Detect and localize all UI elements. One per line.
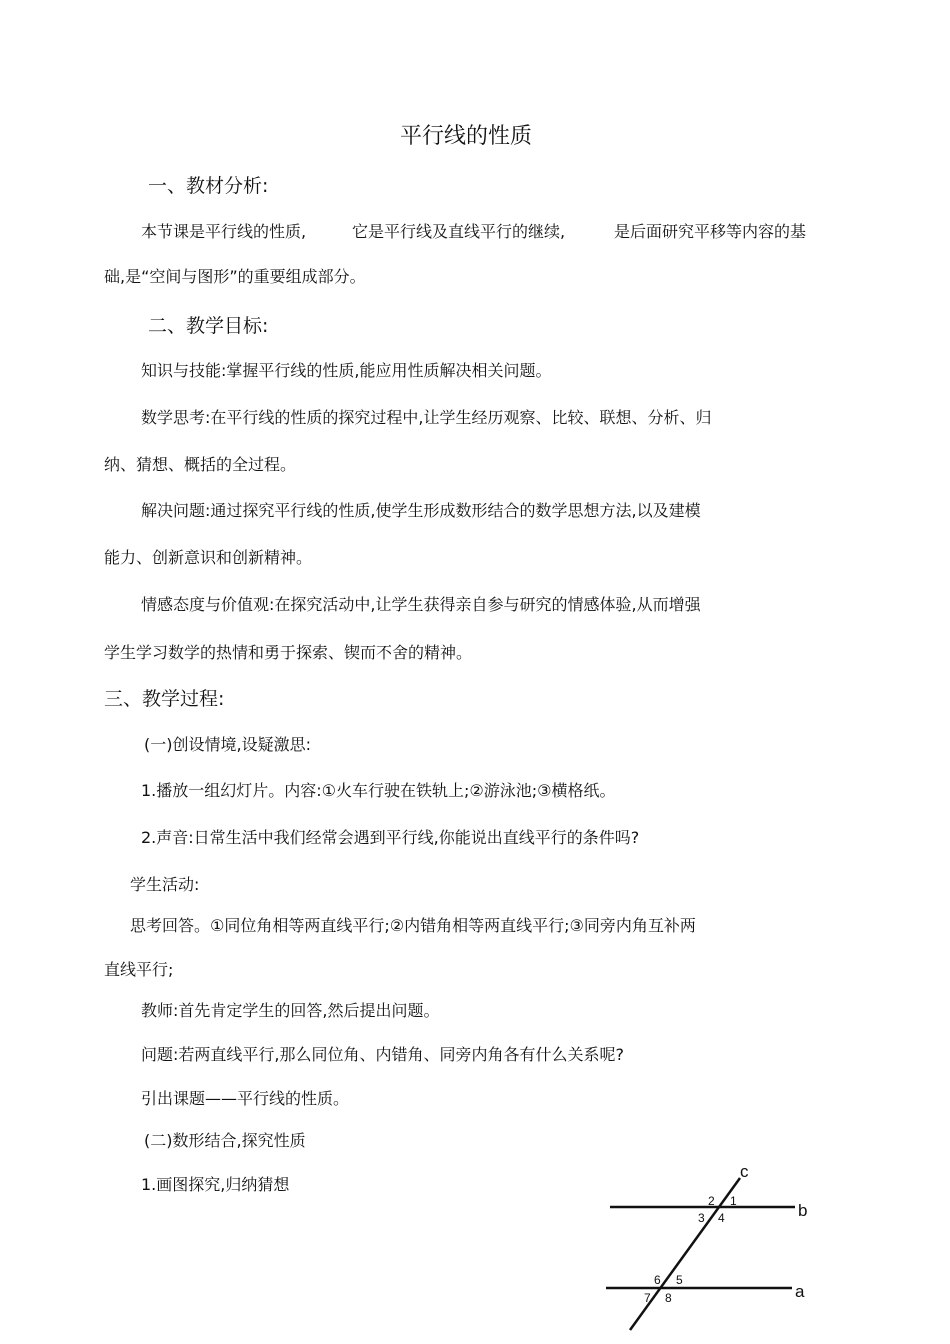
paragraph-continuation: 纳、猜想、概括的全过程。 [104, 455, 297, 474]
angle-label-5: 5 [676, 1273, 683, 1287]
list-item: 1.画图探究,归纳猜想 [141, 1175, 290, 1194]
list-item: 2.声音:日常生活中我们经常会遇到平行线,你能说出直线平行的条件吗? [141, 828, 640, 847]
paragraph-seg: 是后面研究平移等内容的基 [614, 222, 807, 241]
paragraph: 情感态度与价值观:在探究活动中,让学生获得亲自参与研究的情感体验,从而增强 [141, 595, 701, 614]
parallel-lines-figure [600, 1160, 830, 1340]
subheading: (二)数形结合,探究性质 [144, 1131, 306, 1150]
paragraph: 解决问题:通过探究平行线的性质,使学生形成数形结合的数学思想方法,以及建模 [141, 501, 701, 520]
angle-label-8: 8 [665, 1291, 672, 1305]
paragraph: 数学思考:在平行线的性质的探究过程中,让学生经历观察、比较、联想、分析、归 [141, 408, 712, 427]
label-a: a [795, 1282, 805, 1301]
page-title: 平行线的性质 [400, 124, 533, 149]
paragraph-continuation: 直线平行; [104, 960, 174, 979]
section-heading-process: 三、教学过程: [104, 688, 225, 710]
angle-label-2: 2 [708, 1194, 715, 1208]
paragraph: 引出课题——平行线的性质。 [141, 1089, 350, 1108]
line-c [630, 1178, 740, 1330]
subheading: (一)创设情境,设疑激思: [144, 735, 311, 754]
section-heading-analysis: 一、教材分析: [148, 175, 269, 197]
angle-label-7: 7 [644, 1291, 651, 1305]
paragraph: 知识与技能:掌握平行线的性质,能应用性质解决相关问题。 [141, 361, 552, 380]
paragraph-continuation: 础,是“空间与图形”的重要组成部分。 [104, 267, 366, 286]
angle-label-3: 3 [698, 1211, 705, 1225]
angle-label-4: 4 [718, 1211, 725, 1225]
paragraph-seg: 它是平行线及直线平行的继续, [352, 222, 566, 241]
angle-label-1: 1 [730, 1194, 737, 1208]
paragraph: 思考回答。①同位角相等两直线平行;②内错角相等两直线平行;③同旁内角互补两 [130, 916, 696, 935]
label-b: b [798, 1201, 808, 1220]
paragraph: 学生活动: [130, 875, 200, 894]
paragraph-continuation: 学生学习数学的热情和勇于探索、锲而不舍的精神。 [104, 643, 473, 662]
paragraph-seg: 本节课是平行线的性质, [141, 222, 307, 241]
list-item: 1.播放一组幻灯片。内容:①火车行驶在铁轨上;②游泳池;③横格纸。 [141, 781, 616, 800]
section-heading-goals: 二、教学目标: [148, 315, 269, 337]
label-c: c [740, 1162, 749, 1181]
angle-label-6: 6 [654, 1273, 661, 1287]
paragraph-continuation: 能力、创新意识和创新精神。 [104, 548, 313, 567]
paragraph: 问题:若两直线平行,那么同位角、内错角、同旁内角各有什么关系呢? [141, 1045, 624, 1064]
paragraph: 教师:首先肯定学生的回答,然后提出问题。 [141, 1001, 440, 1020]
